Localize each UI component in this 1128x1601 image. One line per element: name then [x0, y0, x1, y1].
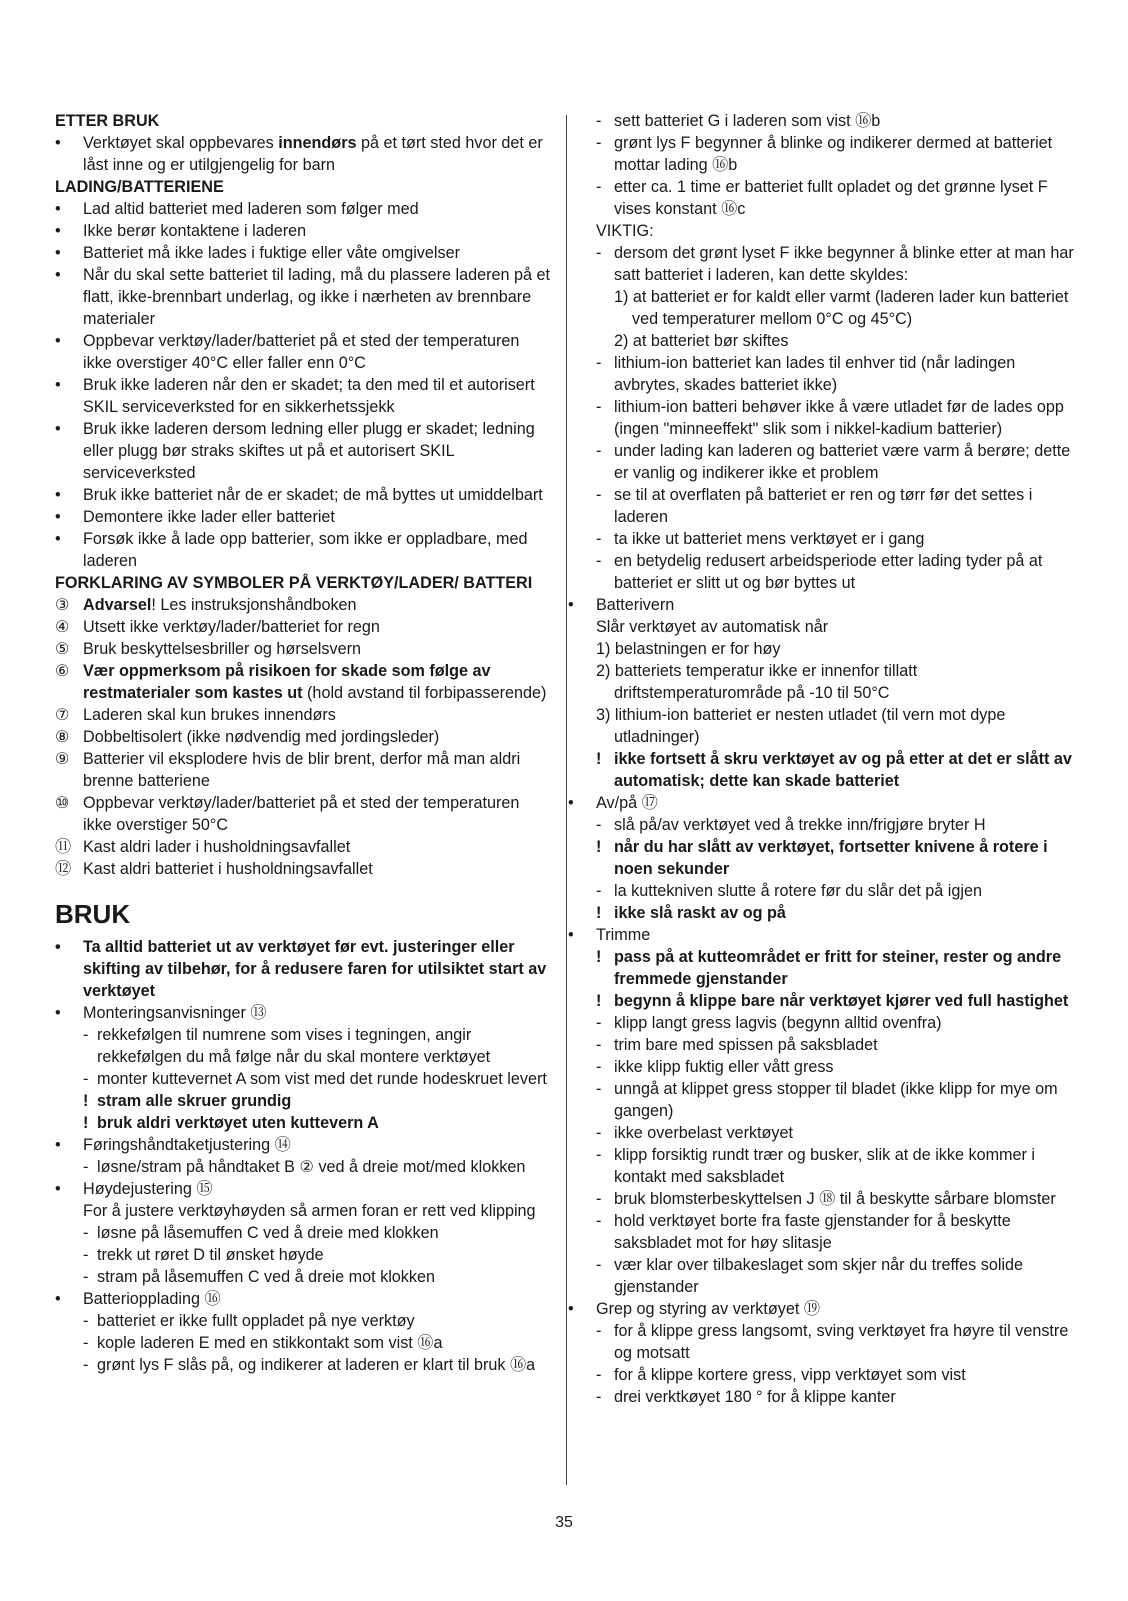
sub-item: - monter kuttevernet A som vist med det runde hodeskruet levert	[83, 1070, 547, 1088]
sub-item: - lithium-ion batteriet kan lades til enhver tid (når ladingen avbrytes, skades batteriet ikke)	[596, 354, 1016, 394]
symbol-item: ⑦ Laderen skal kun brukes innendørs	[55, 706, 336, 724]
bullet: •	[55, 134, 61, 152]
sub-item: - trekk ut røret D til ønsket høyde	[83, 1246, 324, 1264]
numbered-item: 2) at batteriet bør skiftes	[614, 332, 789, 350]
list-item: • Oppbevar verktøy/lader/batteriet på et sted der temperaturen ikke overstiger 40°C eller faller enn 0°C	[55, 332, 520, 372]
page-number: 35	[555, 1514, 573, 1531]
sub-item: - klipp forsiktig rundt trær og busker, slik at de ikke kommer i kontakt med saksbladet	[596, 1146, 1036, 1186]
numbered-item: 1) belastningen er for høy	[596, 640, 781, 658]
column-divider	[566, 115, 567, 1485]
symbol-item: ⑤ Bruk beskyttelsesbriller og hørselsvern	[55, 640, 361, 658]
list-item: • Batteriopplading ⑯	[55, 1290, 221, 1308]
symbol-item: ⑩ Oppbevar verktøy/lader/batteriet på et sted der temperaturen ikke overstiger 50°C	[55, 794, 520, 834]
warning-item: ! når du har slått av verktøyet, fortsetter knivene å rotere i noen sekunder	[596, 838, 1048, 878]
sub-item: - ta ikke ut batteriet mens verktøyet er i gang	[596, 530, 925, 548]
list-item: • Ta alltid batteriet ut av verktøyet før evt. justeringer eller skifting av tilbehør, for å redusere faren for utilsiktet start av verktøyet	[55, 938, 547, 1000]
warning-item: ! begynn å klippe bare når verktøyet kjører ved full hastighet	[596, 992, 1069, 1010]
sub-item: - klipp langt gress lagvis (begynn alltid ovenfra)	[596, 1014, 942, 1032]
list-item: • Monteringsanvisninger ⑬	[55, 1004, 267, 1022]
sub-item: - stram på låsemuffen C ved å dreie mot klokken	[83, 1268, 436, 1286]
list-item: • Batterivern	[568, 596, 675, 614]
symbol-item: ⑥ Vær oppmerksom på risikoen for skade som følge av restmaterialer som kastes ut (hold avstand til forbipasserende)	[55, 662, 547, 702]
numbered-item: 2) batteriets temperatur ikke er innenfor tillatt driftstemperaturområde på -10 til 50°C	[596, 662, 918, 702]
list-item: • Lad altid batteriet med laderen som følger med	[55, 200, 419, 218]
paragraph: Slår verktøyet av automatisk når	[596, 618, 829, 636]
sub-item: - la kuttekniven slutte å rotere før du slår det på igjen	[596, 882, 983, 900]
numbered-item: 3) lithium-ion batteriet er nesten utladet (til vern mot dype utladninger)	[596, 706, 1006, 746]
sub-item: - grønt lys F slås på, og indikerer at laderen er klart til bruk ⑯a	[83, 1356, 536, 1374]
sub-item: - vær klar over tilbakeslaget som skjer når du treffes solide gjenstander	[596, 1256, 1024, 1296]
sub-item: - batteriet er ikke fullt oppladet på nye verktøy	[83, 1312, 415, 1330]
sub-item: - ikke klipp fuktig eller vått gress	[596, 1058, 834, 1076]
sub-item: - løsne på låsemuffen C ved å dreie med klokken	[83, 1224, 439, 1242]
sub-item: - løsne/stram på håndtaket B ② ved å dreie mot/med klokken	[83, 1158, 526, 1176]
symbol-item: ④ Utsett ikke verktøy/lader/batteriet for regn	[55, 618, 380, 636]
list-item: • Verktøyet skal oppbevares innendørs på et tørt sted hvor det er låst inne og er utilgjengelig for barn	[55, 134, 543, 174]
sub-item: - ikke overbelast verktøyet	[596, 1124, 794, 1142]
section-heading-bruk: BRUK	[55, 899, 131, 929]
list-item: • Av/på ⑰	[568, 794, 658, 812]
sub-item: - grønt lys F begynner å blinke og indikerer dermed at batteriet mottar lading ⑯b	[596, 134, 1053, 174]
list-item: • Føringshåndtaketjustering ⑭	[55, 1136, 291, 1154]
sub-item: - unngå at klippet gress stopper til bladet (ikke klipp for mye om gangen)	[596, 1080, 1058, 1120]
sub-item: - lithium-ion batteri behøver ikke å være utladet før de lades opp (ingen "minneeffekt" slik som i nikkel-kadium batterier)	[596, 398, 1064, 438]
warning-item: ! stram alle skruer grundig	[83, 1092, 292, 1110]
warning-item: ! bruk aldri verktøyet uten kuttevern A	[83, 1114, 379, 1132]
warning-item: ! pass på at kutteområdet er fritt for steiner, rester og andre fremmede gjenstander	[596, 948, 1062, 988]
sub-item: - bruk blomsterbeskyttelsen J ⑱ til å beskytte sårbare blomster	[596, 1190, 1056, 1208]
sub-item: - slå på/av verktøyet ved å trekke inn/frigjøre bryter H	[596, 816, 986, 834]
sub-item: - se til at overflaten på batteriet er ren og tørr før det settes i laderen	[596, 486, 1033, 526]
sub-item: - drei verktkøyet 180 ° for å klippe kanter	[596, 1388, 896, 1406]
list-item: • Når du skal sette batteriet til lading, må du plassere laderen på et flatt, ikke-brennbart underlag, og ikke i nærheten av brennbare materialer	[55, 266, 551, 328]
sub-item: - etter ca. 1 time er batteriet fullt opladet og det grønne lyset F vises konstant ⑯c	[596, 178, 1048, 218]
sub-item: - hold verktøyet borte fra faste gjenstander for å beskytte saksbladet mot for høy slitasje	[596, 1212, 1011, 1252]
list-item: • Bruk ikke batteriet når de er skadet; de må byttes ut umiddelbart	[55, 486, 543, 504]
symbol-item: ⑨ Batterier vil eksplodere hvis de blir brent, derfor må man aldri brenne batteriene	[55, 750, 521, 790]
list-item: • Forsøk ikke å lade opp batterier, som ikke er oppladbare, med laderen	[55, 530, 528, 570]
sub-item: - sett batteriet G i laderen som vist ⑯b	[596, 112, 881, 130]
list-item: • Høydejustering ⑮	[55, 1180, 213, 1198]
numbered-item: 1) at batteriet er for kaldt eller varmt (laderen lader kun batteriet ved temperaturer mellom 0°C og 45°C)	[614, 288, 1069, 328]
sub-item: - dersom det grønt lyset F ikke begynner å blinke etter at man har satt batteriet i laderen, kan dette skyldes:	[596, 244, 1074, 284]
symbol-item: ③ Advarsel! Les instruksjonshåndboken	[55, 596, 357, 614]
symbol-item: ⑪ Kast aldri lader i husholdningsavfallet	[55, 838, 351, 856]
section-heading-symboler: FORKLARING AV SYMBOLER PÅ VERKTØY/LADER/ BATTERI	[55, 574, 533, 592]
symbol-item: ⑫ Kast aldri batteriet i husholdningsavfallet	[55, 860, 373, 878]
left-column	[55, 110, 550, 1376]
sub-item: - trim bare med spissen på saksbladet	[596, 1036, 878, 1054]
symbol-item: ⑧ Dobbeltisolert (ikke nødvendig med jordingsleder)	[55, 728, 440, 746]
list-item: • Batteriet må ikke lades i fuktige eller våte omgivelser	[55, 244, 460, 262]
label-viktig: VIKTIG:	[596, 222, 654, 240]
list-item: • Ikke berør kontaktene i laderen	[55, 222, 307, 240]
sub-item: - for å klippe gress langsomt, sving verktøyet fra høyre til venstre og motsatt	[596, 1322, 1069, 1362]
sub-item: - for å klippe kortere gress, vipp verktøyet som vist	[596, 1366, 966, 1384]
paragraph: For å justere verktøyhøyden så armen foran er rett ved klipping	[83, 1202, 536, 1220]
sub-item: - kople laderen E med en stikkontakt som vist ⑯a	[83, 1334, 443, 1352]
list-item: • Trimme	[568, 926, 651, 944]
section-heading-etter-bruk: ETTER BRUK	[55, 112, 160, 130]
warning-item: ! ikke slå raskt av og på	[596, 904, 786, 922]
sub-item: - en betydelig redusert arbeidsperiode etter lading tyder på at batteriet er slitt ut og bør byttes ut	[596, 552, 1043, 592]
right-column	[568, 110, 1082, 1408]
section-heading-lading: LADING/BATTERIENE	[55, 178, 224, 196]
warning-item: ! ikke fortsett å skru verktøyet av og på etter at det er slått av automatisk; dette kan skade batteriet	[596, 750, 1072, 790]
list-item: • Grep og styring av verktøyet ⑲	[568, 1300, 821, 1318]
list-item: • Bruk ikke laderen dersom ledning eller plugg er skadet; ledning eller plugg bør straks skiftes ut på et autorisert SKIL serviceverksted	[55, 420, 535, 482]
list-item: • Bruk ikke laderen når den er skadet; ta den med til et autorisert SKIL serviceverksted for en sikkerhetssjekk	[55, 376, 535, 416]
list-item: • Demontere ikke lader eller batteriet	[55, 508, 335, 526]
sub-item: - under lading kan laderen og batteriet være varm å berøre; dette er vanlig og indikerer ikke et problem	[596, 442, 1071, 482]
sub-item: - rekkefølgen til numrene som vises i tegningen, angir rekkefølgen du må følge når du skal montere verktøyet	[83, 1026, 491, 1066]
